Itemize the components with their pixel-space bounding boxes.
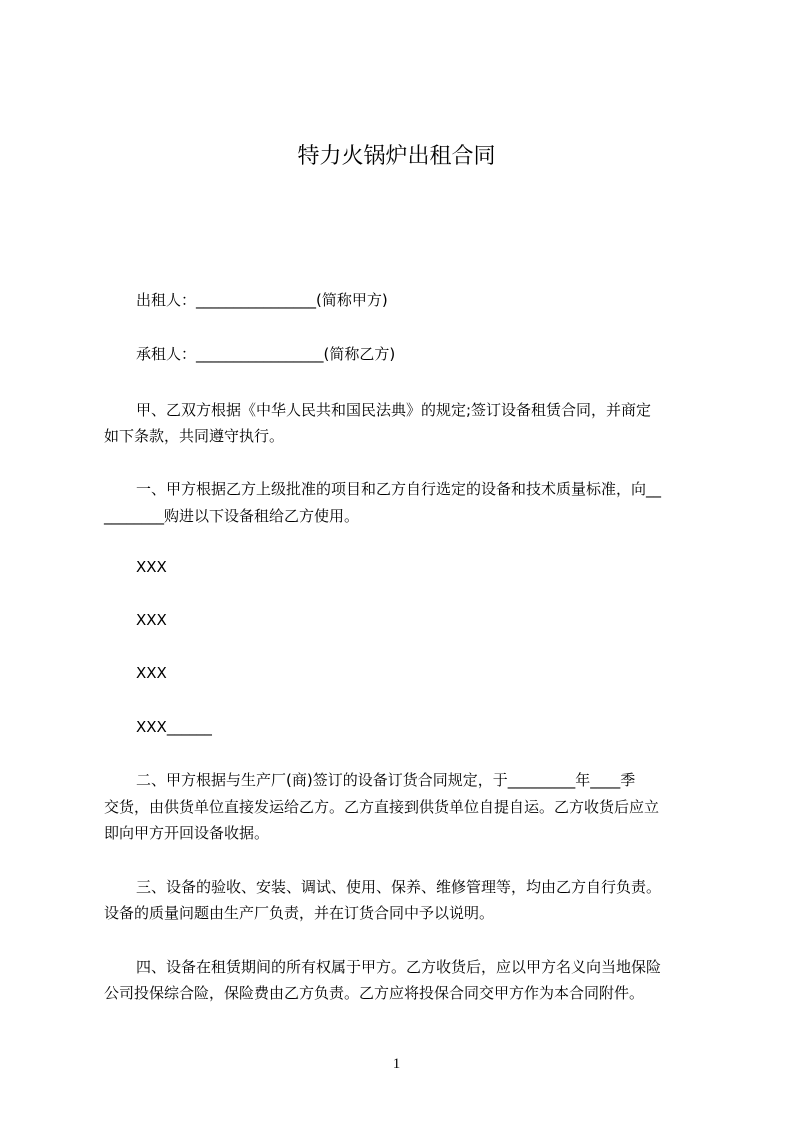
clause4-line-2: 公司投保综合险，保险费由乙方负责。乙方应将投保合同交甲方作为本合同附件。 — [104, 984, 645, 1002]
equipment-item: XXX — [136, 664, 167, 682]
clause2-line-2: 交货，由供货单位直接发运给乙方。乙方直接到供货单位自提自运。乙方收货后应立 — [104, 798, 660, 816]
clause1-line-1: 一、甲方根据乙方上级批准的项目和乙方自行选定的设备和技术质量标准，向__ — [136, 480, 662, 498]
lessor-line: 出租人：________________(简称甲方) — [136, 291, 388, 309]
clause2-line-1: 二、甲方根据与生产厂(商)签订的设备订货合同规定，于_________年____季 — [136, 771, 636, 789]
page-number: 1 — [392, 1056, 401, 1072]
intro-line-1: 甲、乙双方根据《中华人民共和国民法典》的规定;签订设备租赁合同，并商定 — [136, 401, 652, 419]
clause3-line-2: 设备的质量问题由生产厂负责，并在订货合同中予以说明。 — [104, 904, 495, 922]
equipment-item: XXX — [136, 611, 167, 629]
lessee-line: 承租人：_________________(简称乙方) — [136, 345, 396, 363]
equipment-item: XXX______ — [136, 718, 212, 736]
clause3-line-1: 三、设备的验收、安装、调试、使用、保养、维修管理等，均由乙方自行负责。 — [136, 878, 662, 896]
clause1-line-2: ________购进以下设备租给乙方使用。 — [104, 507, 360, 525]
clause2-line-3: 即向甲方开回设备收据。 — [104, 824, 270, 842]
clause4-line-1: 四、设备在租赁期间的所有权属于甲方。乙方收货后，应以甲方名义向当地保险 — [136, 958, 662, 976]
equipment-item: XXX — [136, 558, 167, 576]
intro-line-2: 如下条款，共同遵守执行。 — [104, 427, 285, 445]
document-title: 特力火锅炉出租合同 — [297, 144, 496, 169]
